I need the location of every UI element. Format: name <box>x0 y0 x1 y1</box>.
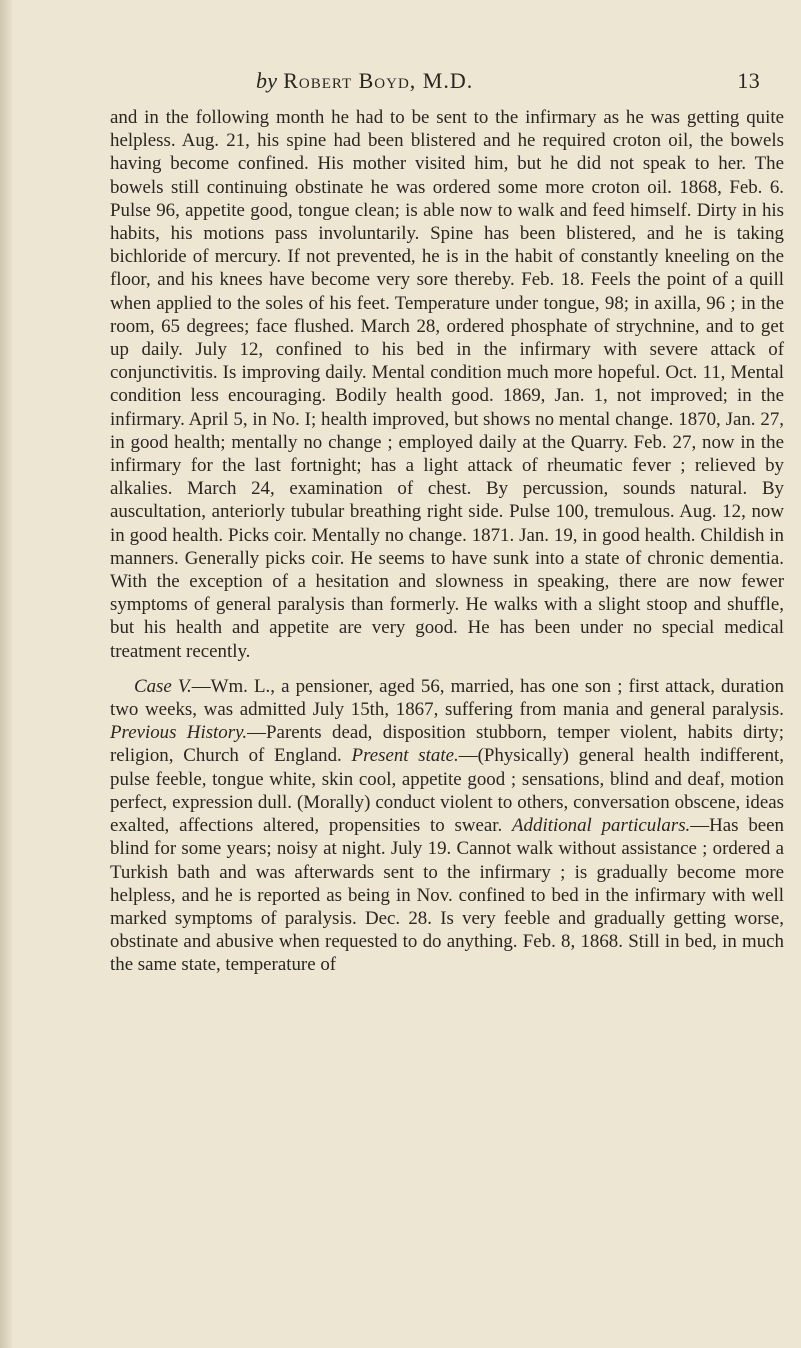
case-v-intro: —Wm. L., a pensioner, aged 56, married, has one son ; first attack, duration two weeks, was admitted July 15th, 1867, suffering from mania and general paralysis. <box>110 675 784 721</box>
body-text <box>110 106 784 977</box>
present-state-label: Present state. <box>351 745 459 767</box>
case-iv-continued-paragraph: and in the following month he had to be sent to the infirmary as he was getting quite helpless. Aug. 21, his spine had been blistered and he required croton oil, the bowels having become confined. His mother visited him, but he did not speak to her. The bowels still continuing obstinate he was ordered some more croton oil. 1868, Feb. 6. Pulse 96, appetite good, tongue clean; is able now to walk and feed himself. Dirty in his habits, his motions pass involuntarily. Spine has been blistered, and he is taking bichloride of mercury. If not prevented, he is in the habit of constantly kneeling on the floor, and his knees have become very sore thereby. Feb. 18. Feels the point of a quill when applied to the soles of his feet. Temperature under tongue, 98; in axilla, 96 ; in the room, 65 degrees; face flushed. March 28, ordered phosphate of strychnine, and to get up daily. July 12, confined to his bed in the infirmary with severe attack of conjunctivitis. Is improving daily. Mental condition much more hopeful. Oct. 11, Mental condition less encouraging. Bodily health good. 1869, Jan. 1, not improved; in the infirmary. April 5, in No. I; health improved, but shows no mental change. 1870, Jan. 27, in good health; mentally no change ; employed daily at the Quarry. Feb. 27, now in the infirmary for the last fortnight; has a light attack of rheumatic fever ; relieved by alkalies. March 24, examination of chest. By percussion, sounds natural. By auscultation, anteriorly tubular breathing right side. Pulse 100, tremulous. Aug. 12, now in good health. Picks coir. Mentally no change. 1871. Jan. 19, in good health. Childish in manners. Generally picks coir. He seems to have sunk into a state of chronic dementia. With the exception of a hesitation and slowness in speaking, there are now fewer symptoms of general paralysis than formerly. He walks with a slight stoop and shuffle, but his health and appetite are very good. He has been under no special medical treatment recently. <box>110 107 784 662</box>
present-state-text: —(Physically) general health indifferent, pulse feeble, tongue white, skin cool, appetite good ; sensations, blind and deaf, motion perfect, expression dull. (Morally) conduct violent to others, conversation obscene, ideas exalted, affections altered, propensities to swear. <box>110 745 784 837</box>
running-title <box>256 68 473 94</box>
additional-particulars-text: —Has been blind for some years; noisy at night. July 19. Cannot walk without assistance ; ordered a Turkish bath and was afterwards sent to the infirmary ; is gradually become more helpless, and he is reported as being in Nov. confined to bed in the infirmary with well marked symptoms of paralysis. Dec. 28. Is very feeble and gradually getting worse, obstinate and abusive when requested to do anything. Feb. 8, 1868. Still in bed, in much the same state, temperature of <box>110 815 784 976</box>
byline-by: by <box>256 68 278 93</box>
case-v-paragraph <box>110 675 784 977</box>
previous-history-text: —Parents dead, disposition stubborn, temper violent, habits dirty; religion, Church of England. <box>110 722 784 767</box>
author-name: Robert Boyd, M.D. <box>283 68 474 93</box>
page-number: 13 <box>737 68 760 93</box>
case-v-label: Case V. <box>134 675 192 697</box>
additional-particulars-label: Additional particulars. <box>512 815 691 837</box>
running-head <box>140 68 760 102</box>
previous-history-label: Previous History. <box>110 722 248 744</box>
